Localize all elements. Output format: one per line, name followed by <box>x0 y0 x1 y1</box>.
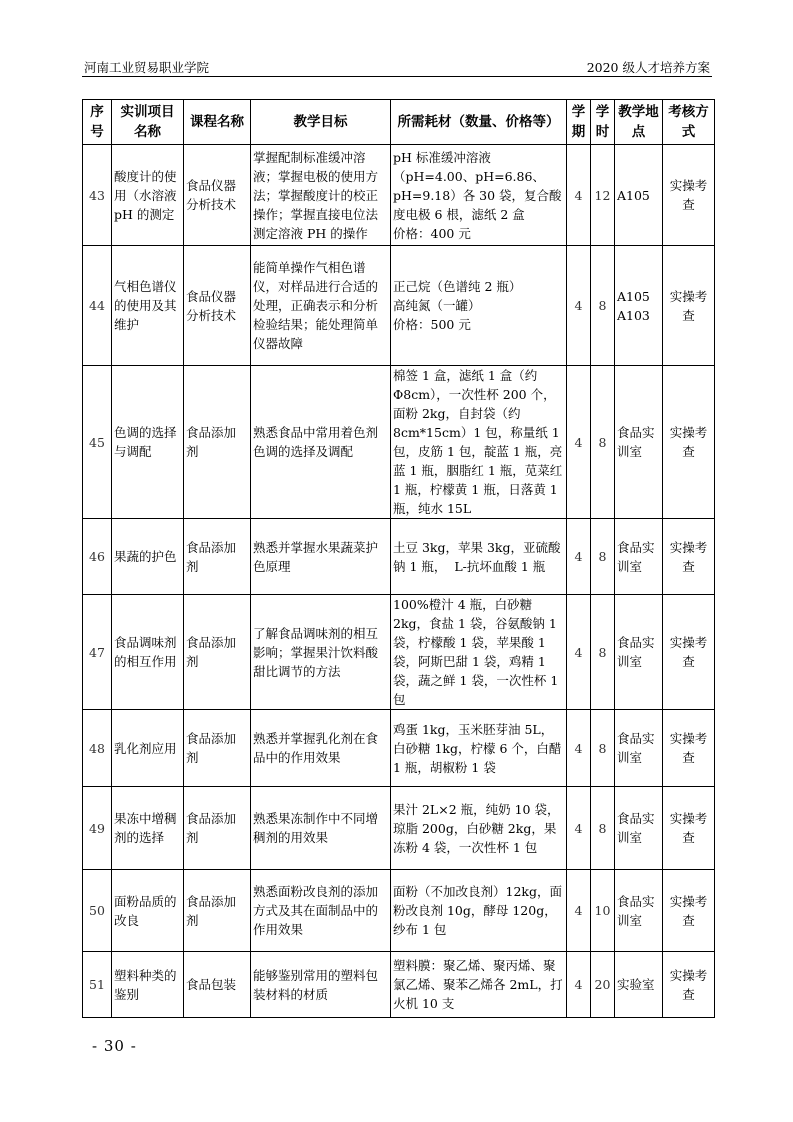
col-header: 实训项目名称 <box>112 100 184 145</box>
materials: pH 标准缓冲溶液（pH=4.00、pH=6.86、pH=9.18）各 30 袋，复合酸度电极 6 根，滤纸 2 盒 价格：400 元 <box>391 145 567 246</box>
course-name: 食品仪器分析技术 <box>184 246 251 366</box>
term: 4 <box>567 366 591 519</box>
course-name: 食品添加剂 <box>184 787 251 870</box>
row-number: 44 <box>83 246 112 366</box>
course-name: 食品包装 <box>184 952 251 1018</box>
hours: 8 <box>591 710 615 787</box>
project-name: 色调的选择与调配 <box>112 366 184 519</box>
exam-method: 实操考查 <box>663 710 715 787</box>
term: 4 <box>567 870 591 952</box>
project-name: 果冻中增稠剂的选择 <box>112 787 184 870</box>
table-row <box>83 595 715 710</box>
place: 食品实训室 <box>615 595 663 710</box>
teaching-goal: 熟悉并掌握水果蔬菜护色原理 <box>251 519 391 595</box>
col-header: 考核方式 <box>663 100 715 145</box>
hours: 8 <box>591 519 615 595</box>
hours: 8 <box>591 246 615 366</box>
col-header: 课程名称 <box>184 100 251 145</box>
materials: 100%橙汁 4 瓶，白砂糖 2kg，食盐 1 袋，谷氨酸钠 1 袋，柠檬酸 1 袋，苹果酸 1 袋，阿斯巴甜 1 袋，鸡精 1 袋，蔬之鲜 1 袋，一次性杯 1 包 <box>391 595 567 710</box>
materials: 土豆 3kg，苹果 3kg，亚硫酸钠 1 瓶， L-抗坏血酸 1 瓶 <box>391 519 567 595</box>
term: 4 <box>567 952 591 1018</box>
col-header: 序号 <box>83 100 112 145</box>
term: 4 <box>567 145 591 246</box>
course-name: 食品仪器分析技术 <box>184 145 251 246</box>
col-header: 学时 <box>591 100 615 145</box>
teaching-goal: 熟悉果冻制作中不同增稠剂的用效果 <box>251 787 391 870</box>
table-row <box>83 519 715 595</box>
project-name: 面粉品质的改良 <box>112 870 184 952</box>
project-name: 气相色谱仪的使用及其维护 <box>112 246 184 366</box>
teaching-goal: 熟悉并掌握乳化剂在食品中的作用效果 <box>251 710 391 787</box>
table-row <box>83 246 715 366</box>
row-number: 48 <box>83 710 112 787</box>
term: 4 <box>567 246 591 366</box>
course-name: 食品添加剂 <box>184 870 251 952</box>
col-header: 教学地点 <box>615 100 663 145</box>
row-number: 46 <box>83 519 112 595</box>
place: 食品实训室 <box>615 366 663 519</box>
exam-method: 实操考查 <box>663 246 715 366</box>
exam-method: 实操考查 <box>663 787 715 870</box>
teaching-goal: 熟悉面粉改良剂的添加方式及其在面制品中的作用效果 <box>251 870 391 952</box>
exam-method: 实操考查 <box>663 519 715 595</box>
school-name: 河南工业贸易职业学院 <box>84 60 210 75</box>
place: 食品实训室 <box>615 519 663 595</box>
table-row <box>83 870 715 952</box>
place: 食品实训室 <box>615 870 663 952</box>
exam-method: 实操考查 <box>663 595 715 710</box>
course-name: 食品添加剂 <box>184 710 251 787</box>
teaching-goal: 掌握配制标准缓冲溶液；掌握电极的使用方法；掌握酸度计的校正操作；掌握直接电位法测定溶液 PH 的操作 <box>251 145 391 246</box>
row-number: 50 <box>83 870 112 952</box>
exam-method: 实操考查 <box>663 366 715 519</box>
page-header <box>82 56 712 77</box>
col-header: 所需耗材（数量、价格等） <box>391 100 567 145</box>
page-number: - 30 - <box>92 1037 137 1055</box>
project-name: 食品调味剂的相互作用 <box>112 595 184 710</box>
row-number: 45 <box>83 366 112 519</box>
project-name: 果蔬的护色 <box>112 519 184 595</box>
hours: 12 <box>591 145 615 246</box>
hours: 10 <box>591 870 615 952</box>
teaching-goal: 了解食品调味剂的相互影响；掌握果汁饮料酸甜比调节的方法 <box>251 595 391 710</box>
place: A105 A103 <box>615 246 663 366</box>
table-row <box>83 710 715 787</box>
plan-title: 2020 级人才培养方案 <box>586 60 710 75</box>
term: 4 <box>567 787 591 870</box>
project-name: 酸度计的使用（水溶液 pH 的测定 <box>112 145 184 246</box>
materials: 正己烷（色谱纯 2 瓶） 高纯氮（一罐） 价格：500 元 <box>391 246 567 366</box>
col-header: 教学目标 <box>251 100 391 145</box>
materials: 棉签 1 盒，滤纸 1 盒（约Φ8cm），一次性杯 200 个，面粉 2kg，自封袋（约 8cm*15cm）1 包，称量纸 1 包，皮筋 1 包，靛蓝 1 瓶，亮蓝 1 瓶，胭脂红 1 瓶，苋菜红 1 瓶，柠檬黄 1 瓶，日落黄 1 瓶，纯水 15L <box>391 366 567 519</box>
course-name: 食品添加剂 <box>184 366 251 519</box>
term: 4 <box>567 595 591 710</box>
exam-method: 实操考查 <box>663 145 715 246</box>
training-table <box>82 99 715 1018</box>
place: A105 <box>615 145 663 246</box>
place: 食品实训室 <box>615 787 663 870</box>
table-row <box>83 145 715 246</box>
teaching-goal: 能够鉴别常用的塑料包装材料的材质 <box>251 952 391 1018</box>
term: 4 <box>567 519 591 595</box>
table-row <box>83 952 715 1018</box>
col-header: 学期 <box>567 100 591 145</box>
table-row <box>83 787 715 870</box>
exam-method: 实操考查 <box>663 870 715 952</box>
hours: 8 <box>591 595 615 710</box>
teaching-goal: 熟悉食品中常用着色剂色调的选择及调配 <box>251 366 391 519</box>
materials: 鸡蛋 1kg，玉米胚芽油 5L，白砂糖 1kg，柠檬 6 个，白醋 1 瓶，胡椒粉 1 袋 <box>391 710 567 787</box>
materials: 塑料膜：聚乙烯、聚丙烯、聚氯乙烯、聚苯乙烯各 2mL，打火机 10 支 <box>391 952 567 1018</box>
row-number: 51 <box>83 952 112 1018</box>
course-name: 食品添加剂 <box>184 519 251 595</box>
teaching-goal: 能简单操作气相色谱仪，对样品进行合适的处理，正确表示和分析检验结果；能处理简单仪器故障 <box>251 246 391 366</box>
row-number: 43 <box>83 145 112 246</box>
materials: 面粉（不加改良剂）12kg，面粉改良剂 10g，酵母 120g，纱布 1 包 <box>391 870 567 952</box>
project-name: 塑料种类的鉴别 <box>112 952 184 1018</box>
hours: 8 <box>591 787 615 870</box>
row-number: 49 <box>83 787 112 870</box>
table-row <box>83 366 715 519</box>
project-name: 乳化剂应用 <box>112 710 184 787</box>
place: 食品实训室 <box>615 710 663 787</box>
hours: 20 <box>591 952 615 1018</box>
hours: 8 <box>591 366 615 519</box>
materials: 果汁 2L×2 瓶，纯奶 10 袋，琼脂 200g，白砂糖 2kg，果冻粉 4 袋，一次性杯 1 包 <box>391 787 567 870</box>
header-row <box>83 100 715 145</box>
course-name: 食品添加剂 <box>184 595 251 710</box>
row-number: 47 <box>83 595 112 710</box>
place: 实验室 <box>615 952 663 1018</box>
term: 4 <box>567 710 591 787</box>
exam-method: 实操考查 <box>663 952 715 1018</box>
